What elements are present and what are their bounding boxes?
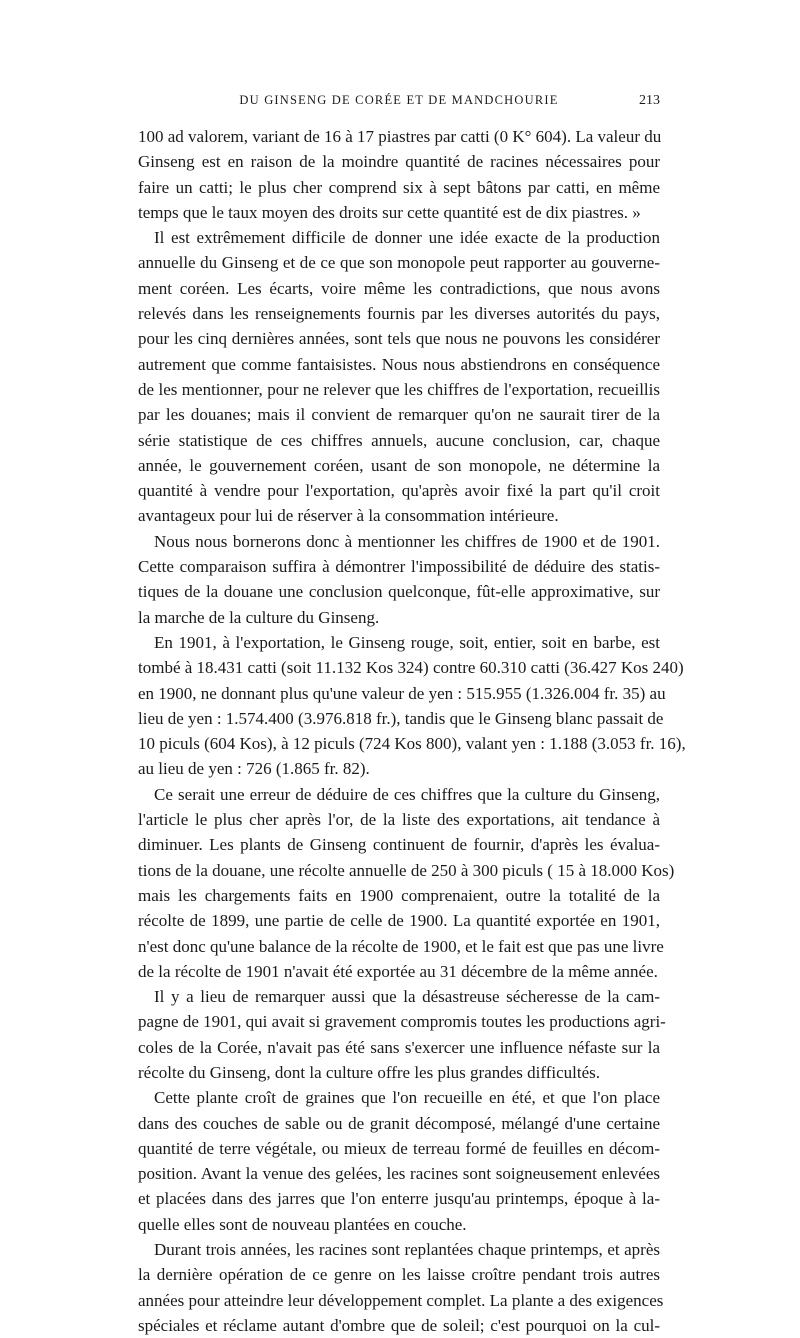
text-line: par les douanes; mais il convient de remarquer qu'on ne saurait tirer de la <box>138 405 660 425</box>
text-line: de la récolte de 1901 n'avait été exportée au 31 décembre de la même année. <box>138 961 658 981</box>
text-line: position. Avant la venue des gelées, les racines sont soigneusement enlevées <box>138 1164 660 1184</box>
text-line: autrement que comme fantaisistes. Nous nous abstiendrons en conséquence <box>138 354 660 374</box>
text-line: la dernière opération de ce genre on les laisse croître pendant trois autres <box>138 1265 660 1285</box>
text-line: dans des couches de sable ou de granit décomposé, mélangé d'une certaine <box>138 1113 660 1133</box>
text-line: en 1900, ne donnant plus qu'une valeur de yen : 515.955 (1.326.004 fr. 35) au <box>138 683 666 703</box>
running-title: DU GINSENG DE CORÉE ET DE MANDCHOURIE <box>239 93 559 107</box>
text-line: l'article le plus cher après l'or, de la liste des exportations, ait tendance à <box>138 810 660 830</box>
text-line: la marche de la culture du Ginseng. <box>138 607 380 627</box>
text-line: n'est donc qu'une balance de la récolte de 1900, et le fait est que pas une livre <box>138 936 664 956</box>
text-line: quantité de terre végétale, ou mieux de terreau formé de feuilles en décom- <box>138 1138 660 1158</box>
page-number: 213 <box>639 93 660 108</box>
text-line: avantageux pour lui de réserver à la consommation intérieure. <box>138 506 559 526</box>
text-line: quantité à vendre pour l'exportation, qu'après avoir fixé la part qu'il croit <box>138 481 660 501</box>
text-line: pagne de 1901, qui avait si gravement compromis toutes les productions agri- <box>138 1012 666 1032</box>
text-line: série statistique de ces chiffres annuels, aucune conclusion, car, chaque <box>138 430 660 450</box>
text-line: récolte de 1899, une partie de celle de 1900. La quantité exportée en 1901, <box>138 911 660 931</box>
text-line: tiques de la douane une conclusion quelconque, fût-elle approximative, sur <box>138 582 660 602</box>
text-line: Durant trois années, les racines sont replantées chaque printemps, et après <box>154 1240 660 1260</box>
text-line: mais les chargements faits en 1900 comprenaient, outre la totalité de la <box>138 885 660 905</box>
text-line: 100 ad valorem, variant de 16 à 17 piastres par catti (0 K° 604). La valeur du <box>138 127 662 146</box>
text-line: 10 piculs (604 Kos), à 12 piculs (724 Kos 800), valant yen : 1.188 (3.053 fr. 16), <box>138 734 686 754</box>
text-line: lieu de yen : 1.574.400 (3.976.818 fr.), tandis que le Ginseng blanc passait de <box>138 708 664 728</box>
text-line: récolte du Ginseng, dont la culture offre les plus grandes difficultés. <box>138 1062 601 1082</box>
text-line: Nous nous bornerons donc à mentionner les chiffres de 1900 et de 1901. <box>154 531 660 551</box>
text-line: tombé à 18.431 catti (soit 11.132 Kos 324) contre 60.310 catti (36.427 Kos 240) <box>138 658 684 678</box>
text-line: et placées dans des jarres que l'on enterre jusqu'au printemps, époque à la- <box>138 1189 660 1209</box>
text-line: relevés dans les renseignements fournis par les diverses autorités du pays, <box>138 304 660 324</box>
text-line: années pour atteindre leur développement complet. La plante a des exigences <box>138 1290 664 1310</box>
text-line: Ce serait une erreur de déduire de ces chiffres que la culture du Ginseng, <box>154 784 660 804</box>
text-line: coles de la Corée, n'avait pas été sans s'exercer une influence néfaste sur la <box>138 1037 660 1057</box>
text-line: année, le gouvernement coréen, usant de son monopole, ne détermine la <box>138 455 660 475</box>
text-line: Ginseng est en raison de la moindre quantité de racines nécessaires pour <box>138 152 660 172</box>
text-line: En 1901, à l'exportation, le Ginseng rouge, soit, entier, soit en barbe, est <box>154 632 660 652</box>
text-line: spéciales et réclame autant d'ombre que de soleil; c'est pourquoi on la cul- <box>138 1315 660 1335</box>
text-line: temps que le taux moyen des droits sur cette quantité est de dix piastres. » <box>138 202 641 222</box>
text-line: de les mentionner, pour ne relever que les chiffres de l'exportation, recueillis <box>138 379 660 399</box>
text-line: Il y a lieu de remarquer aussi que la désastreuse sécheresse de la cam- <box>154 987 660 1007</box>
text-line: Il est extrêmement difficile de donner une idée exacte de la production <box>154 228 660 248</box>
text-line: tions de la douane, une récolte annuelle de 250 à 300 piculs ( 15 à 18.000 Kos) <box>138 860 675 880</box>
text-line: au lieu de yen : 726 (1.865 fr. 82). <box>138 759 370 779</box>
page-header <box>138 93 660 113</box>
text-line: Cette plante croît de graines que l'on recueille en été, et que l'on place <box>154 1088 660 1108</box>
text-line: annuelle du Ginseng et de ce que son monopole peut rapporter au gouverne- <box>138 253 660 273</box>
text-line: ment coréen. Les écarts, voire même les contradictions, que nous avons <box>138 278 660 298</box>
body-text <box>138 124 686 1338</box>
text-line: Cette comparaison suffira à démontrer l'impossibilité de déduire des statis- <box>138 557 660 577</box>
text-line: diminuer. Les plants de Ginseng continuent de fournir, d'après les évalua- <box>138 835 660 855</box>
text-line: quelle elles sont de nouveau plantées en couche. <box>138 1214 467 1234</box>
text-line: pour les cinq dernières années, sont tels que nous ne pouvons les considérer <box>138 329 660 349</box>
text-line: faire un catti; le plus cher comprend six à sept bâtons par catti, en même <box>138 177 660 197</box>
